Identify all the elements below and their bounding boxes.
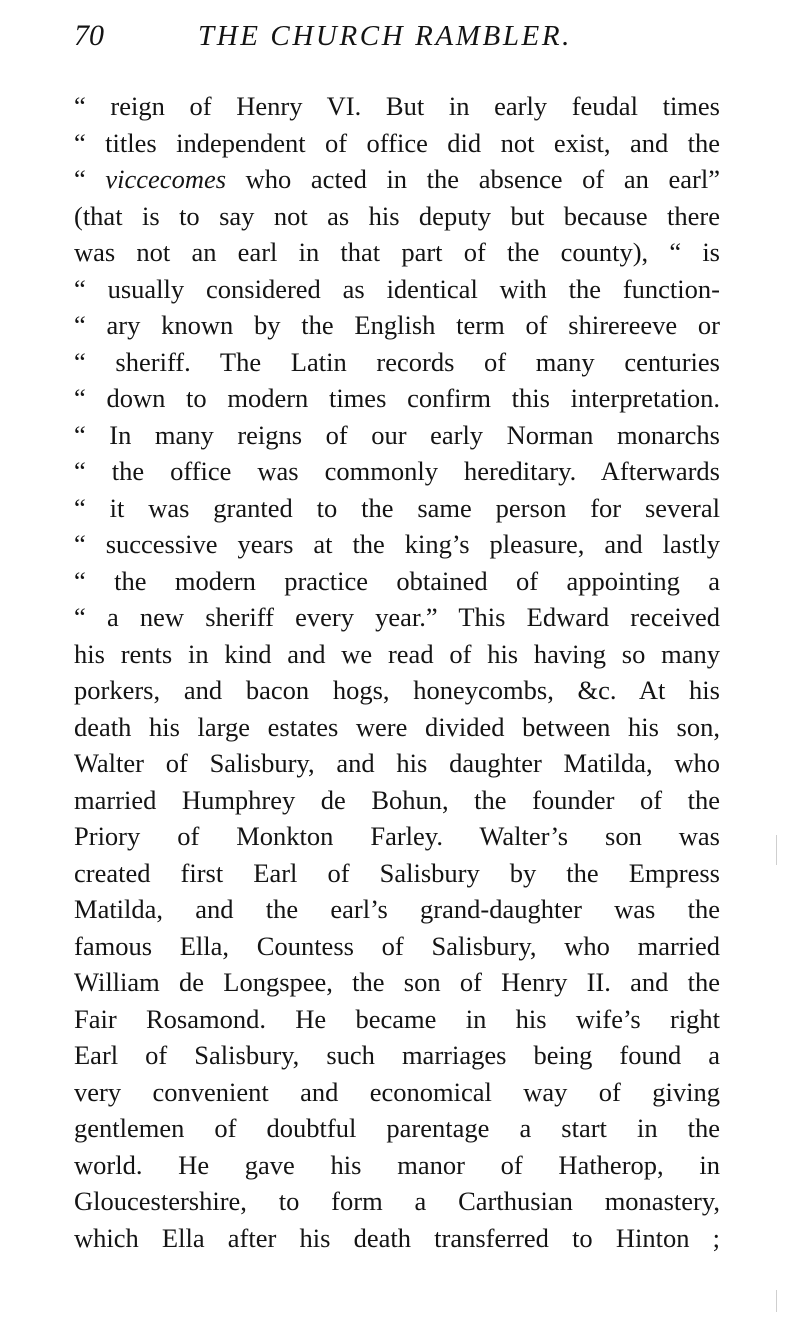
text-line: “ reign of Henry VI. But in early feudal times [74,91,720,121]
page-number: 70 [74,19,104,52]
text-line: which Ella after his death transferred to Hinton ; [74,1222,720,1253]
text-line: gentlemen of doubtful parentage a start in the [74,1113,720,1143]
text-line: “ In many reigns of our early Norman monarchs [74,419,720,450]
text-line: “ usually considered as identical with the function- [74,273,720,304]
page-edge-mark [776,835,777,865]
text-line: created first Earl of Salisbury by the Empress [74,857,720,888]
text-line: (that is to say not as his deputy but because there [74,200,720,231]
text-line: Walter of Salisbury, and his daughter Matilda, who [74,748,720,778]
text-line: Matilda, and the earl’s grand-daughter was the [74,894,720,924]
text-line: Earl of Salisbury, such marriages being found a [74,1040,720,1070]
text-line: world. He gave his manor of Hatherop, in [74,1149,720,1180]
text-line: very convenient and economical way of giving [74,1076,720,1107]
text-line: Priory of Monkton Farley. Walter’s son was [74,821,720,851]
text-line: Fair Rosamond. He became in his wife’s right [74,1003,720,1034]
text-line: “ ary known by the English term of shirereeve or [74,310,720,340]
text-line: William de Longspee, the son of Henry II. and the [74,967,720,997]
text-line: “ sheriff. The Latin records of many centuries [74,346,720,377]
text-line: “ the office was commonly hereditary. Afterwards [74,456,720,486]
text-line: death his large estates were divided between his son, [74,711,720,742]
text-line: Gloucestershire, to form a Carthusian monastery, [74,1186,720,1216]
text-line: famous Ella, Countess of Salisbury, who married [74,930,720,961]
text-line: “ down to modern times confirm this interpretation. [74,383,720,413]
page-edge-mark [776,1290,777,1312]
text-line: his rents in kind and we read of his having so many [74,638,720,669]
text-line: “ viccecomes who acted in the absence of an earl” [74,164,720,194]
text-line: porkers, and bacon hogs, honeycombs, &c. At his [74,675,720,705]
text-line: “ successive years at the king’s pleasure, and lastly [74,529,720,559]
text-line: was not an earl in that part of the county), “ is [74,237,720,267]
text-line: “ the modern practice obtained of appointing a [74,565,720,596]
page-header [74,14,734,58]
text-line: “ it was granted to the same person for several [74,492,720,523]
body-text [74,88,720,1256]
text-line: “ titles independent of office did not exist, and the [74,127,720,158]
text-line: “ a new sheriff every year.” This Edward received [74,602,720,632]
text-line: married Humphrey de Bohun, the founder of the [74,784,720,815]
running-title: THE CHURCH RAMBLER. [198,20,573,52]
